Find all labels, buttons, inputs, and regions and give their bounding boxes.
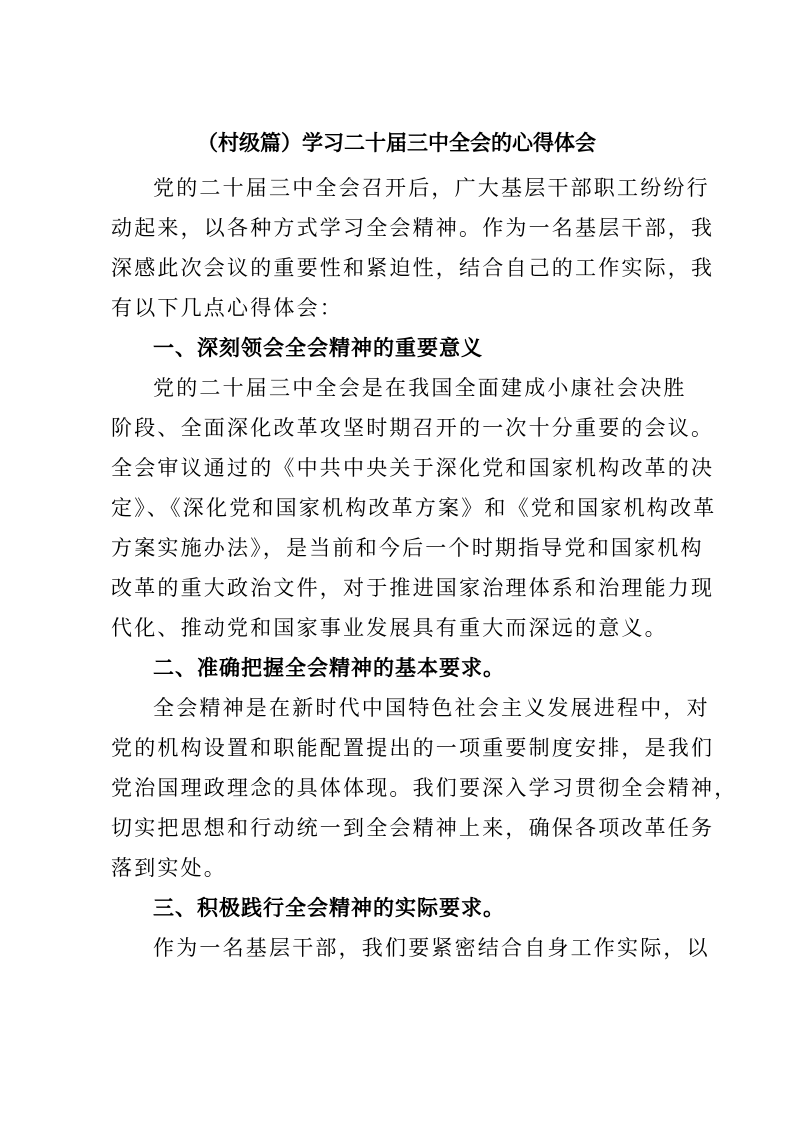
section-1-line-4: 定》、《深化党和国家机构改革方案》和《党和国家机构改革 [111,496,717,520]
section-2-line-5: 落到实处。 [111,856,227,880]
section-1-line-5: 方案实施办法》，是当前和今后一个时期指导党和国家机构 [111,536,704,560]
section-1-line-1: 党的二十届三中全会是在我国全面建成小康社会决胜 [153,376,687,400]
section-1-line-2: 阶段、全面深化改革攻坚时期召开的一次十分重要的会议。 [111,416,715,440]
section-3-line-1: 作为一名基层干部，我们要紧密结合自身工作实际，以 [153,936,710,960]
intro-line-2: 动起来，以各种方式学习全会精神。作为一名基层干部，我 [111,216,715,240]
section-2-line-4: 切实把思想和行动统一到全会精神上来，确保各项改革任务 [111,816,715,840]
section-2-line-1: 全会精神是在新时代中国特色社会主义发展进程中，对 [153,696,710,720]
section-2-line-2: 党的机构设置和职能配置提出的一项重要制度安排，是我们 [111,736,715,760]
intro-line-1: 党的二十届三中全会召开后，广大基层干部职工纷纷行 [153,176,710,200]
intro-line-4: 有以下几点心得体会： [111,296,343,320]
section-1-paragraph [111,368,717,648]
section-1-line-6: 改革的重大政治文件，对于推进国家治理体系和治理能力现 [111,576,715,600]
section-3-heading: 三、积极践行全会精神的实际要求。 [153,896,505,920]
intro-line-3: 深感此次会议的重要性和紧迫性，结合自己的工作实际，我 [111,256,715,280]
document-body [111,168,738,968]
section-1-heading: 一、深刻领会全会精神的重要意义 [153,336,483,360]
section-1-line-7: 代化、推动党和国家事业发展具有重大而深远的意义。 [111,616,668,640]
section-2-paragraph [111,688,738,888]
document-title: （村级篇）学习二十届三中全会的心得体会 [197,131,596,155]
intro-paragraph [111,168,715,328]
section-2-line-3: 党治国理政理念的具体体现。我们要深入学习贯彻全会精神， [111,776,738,800]
section-3-paragraph [111,928,710,968]
section-1-line-3: 全会审议通过的《中共中央关于深化党和国家机构改革的决 [111,456,715,480]
section-2-heading: 二、准确把握全会精神的基本要求。 [153,656,505,680]
